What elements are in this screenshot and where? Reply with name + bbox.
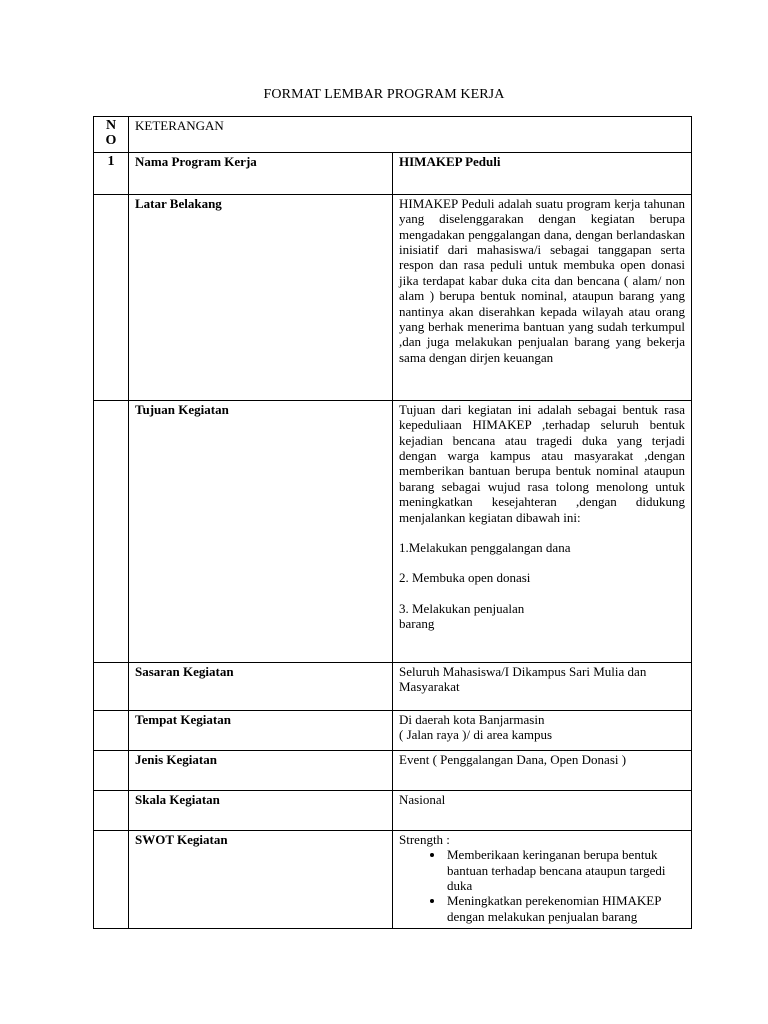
jenis-kegiatan-label: Jenis Kegiatan xyxy=(129,750,393,790)
tujuan-item-3-line2: barang xyxy=(399,616,435,632)
header-no-cell xyxy=(94,117,129,153)
tujuan-kegiatan-value xyxy=(393,400,692,662)
row-swot-kegiatan xyxy=(94,830,692,928)
row-no-empty xyxy=(94,790,129,830)
tujuan-intro: Tujuan dari kegiatan ini adalah sebagai bentuk rasa kepeduliaan HIMAKEP ,terhadap seluruh bentuk kejadian bencana atau tragedi duka yang terjadi dengan warga kampus atau masyarakat ,dengan memberikan bantuan berupa bentuk nominal ataupun barang sebagai wujud rasa tolong menolong untuk meningkatkan kesejahteran ,dengan didukung menjalankan kegiatan dibawah ini: xyxy=(399,401,686,525)
swot-kegiatan-value xyxy=(393,830,692,928)
row-no-empty xyxy=(94,710,129,750)
sasaran-kegiatan-label: Sasaran Kegiatan xyxy=(129,662,393,710)
row-no-empty xyxy=(94,750,129,790)
header-no-line1: N xyxy=(105,118,117,133)
tujuan-kegiatan-label: Tujuan Kegiatan xyxy=(129,400,393,662)
program-table xyxy=(93,116,692,929)
swot-strength-list xyxy=(399,847,685,924)
skala-kegiatan-value: Nasional xyxy=(393,790,692,830)
tujuan-item-1: 1.Melakukan penggalangan dana xyxy=(399,540,571,556)
tempat-line-2: ( Jalan raya )/ di area kampus xyxy=(399,727,553,743)
row-no-empty xyxy=(94,194,129,400)
swot-strength-heading: Strength : xyxy=(399,831,450,847)
swot-strength-item: • Meningkatkan perekenomian HIMAKEP dengan melakukan penjualan barang xyxy=(445,893,685,924)
row-nama-program xyxy=(94,152,692,194)
latar-belakang-value: HIMAKEP Peduli adalah suatu program kerja tahunan yang diselenggarakan dengan kegiatan berupa mengadakan penggalangan dana, dengan berlandaskan inisiatif dari mahasiswa/i sebagai tanggapan serta respon dan rasa peduli untuk membuka open donasi jika terdapat kabar duka cita dan bencana ( alam/ non alam ) berupa bentuk nominal, ataupun barang yang nantinya akan diserahkan kepada wilayah atau orang yang berhak menerima bantuan yang sudah terkumpul ,dan juga melakukan penjualan barang yang bekerja sama dengan dirjen keuangan xyxy=(393,194,692,400)
tujuan-item-2: 2. Membuka open donasi xyxy=(399,570,531,586)
nama-program-value: HIMAKEP Peduli xyxy=(393,152,692,194)
row-skala-kegiatan xyxy=(94,790,692,830)
row-no-empty xyxy=(94,400,129,662)
row-jenis-kegiatan xyxy=(94,750,692,790)
tempat-kegiatan-label: Tempat Kegiatan xyxy=(129,710,393,750)
jenis-kegiatan-value: Event ( Penggalangan Dana, Open Donasi ) xyxy=(393,750,692,790)
sasaran-kegiatan-value: Seluruh Mahasiswa/I Dikampus Sari Mulia dan Masyarakat xyxy=(393,662,692,710)
row-sasaran-kegiatan xyxy=(94,662,692,710)
row-no-empty xyxy=(94,830,129,928)
skala-kegiatan-label: Skala Kegiatan xyxy=(129,790,393,830)
row-number: 1 xyxy=(94,152,129,194)
row-latar-belakang xyxy=(94,194,692,400)
tempat-kegiatan-value xyxy=(393,710,692,750)
tujuan-item-3-line1: 3. Melakukan penjualan xyxy=(399,600,525,616)
document-title: FORMAT LEMBAR PROGRAM KERJA xyxy=(263,87,505,102)
tempat-line-1: Di daerah kota Banjarmasin xyxy=(399,711,545,727)
table-header-row xyxy=(94,117,692,153)
row-tempat-kegiatan xyxy=(94,710,692,750)
swot-kegiatan-label: SWOT Kegiatan xyxy=(129,830,393,928)
nama-program-label: Nama Program Kerja xyxy=(129,152,393,194)
swot-strength-item: • Memberikaan keringanan berupa bentuk bantuan terhadap bencana ataupun targedi duka xyxy=(445,847,685,893)
row-no-empty xyxy=(94,662,129,710)
latar-belakang-label: Latar Belakang xyxy=(129,194,393,400)
header-no-line2: O xyxy=(105,133,117,149)
header-keterangan: KETERANGAN xyxy=(129,117,692,153)
row-tujuan-kegiatan xyxy=(94,400,692,662)
